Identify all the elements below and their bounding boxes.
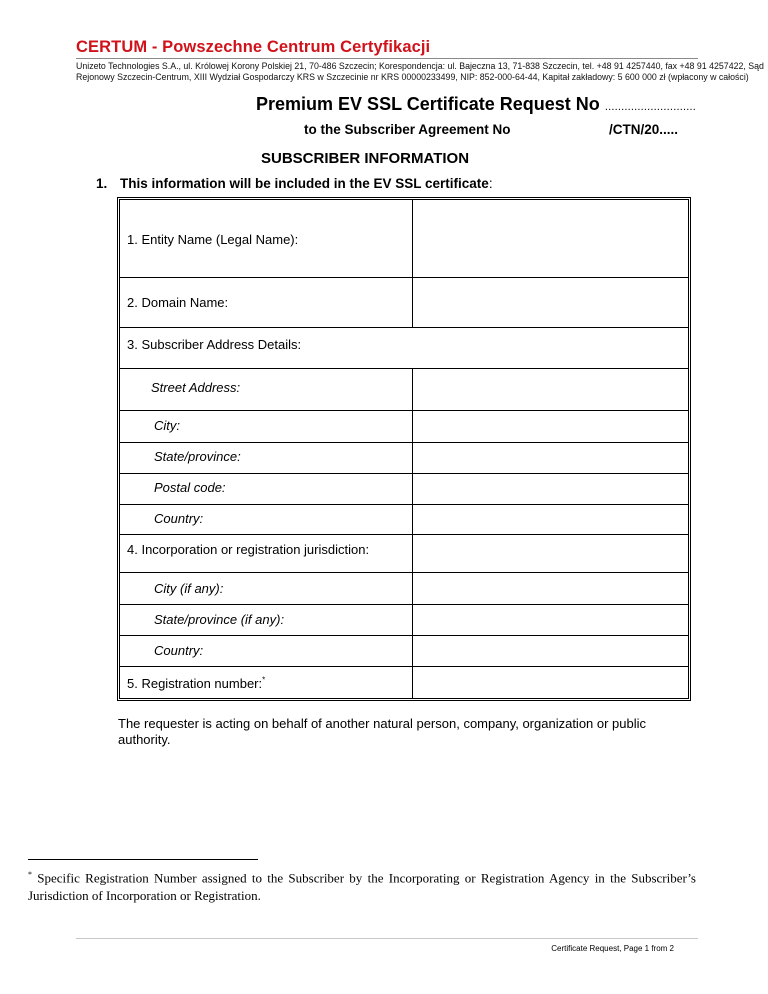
jurisdiction-label: 4. Incorporation or registration jurisdiction: [127, 542, 370, 557]
company-address-line-2: Rejonowy Szczecin-Centrum, XIII Wydział Gospodarczy KRS w Szczecinie nr KRS 00000233499, NIP: 852-000-64-44, Kapitał zakładowy: 5 600 000 zł (wpłacony w całości) [76, 72, 749, 82]
postal-code-input[interactable] [413, 474, 688, 504]
jurisdiction-country-input[interactable] [413, 636, 688, 666]
jurisdiction-input[interactable] [413, 535, 688, 572]
item-colon: : [488, 176, 493, 191]
jurisdiction-state-input[interactable] [413, 605, 688, 635]
registration-number-input[interactable] [413, 667, 688, 698]
footnote-mark: * [28, 870, 32, 879]
jurisdiction-state-label: State/province (if any): [154, 612, 285, 627]
row-divider [120, 327, 688, 328]
entity-name-input[interactable] [413, 200, 688, 277]
agreement-label: to the Subscriber Agreement No [304, 122, 511, 137]
request-number-field: ............................ [604, 101, 696, 113]
registration-number-text: 5. Registration number: [127, 676, 263, 691]
company-address-line-1: Unizeto Technologies S.A., ul. Królowej Korony Polskiej 21, 70-486 Szczecin; Korespondencja: ul. Bajeczna 13, 71-838 Szczecin, tel. +48 91 4257440, fax +48 91 4257422, Sąd [76, 61, 764, 71]
document-title [256, 94, 696, 115]
entity-name-label: 1. Entity Name (Legal Name): [127, 232, 299, 247]
country-input[interactable] [413, 505, 688, 534]
subscriber-info-table [117, 197, 691, 701]
requester-note: The requester is acting on behalf of another natural person, company, organization or public authority. [118, 716, 647, 747]
jurisdiction-country-label: Country: [154, 643, 204, 658]
footer-divider [76, 938, 698, 939]
item-number: 1. [96, 176, 108, 191]
street-address-label: Street Address: [151, 380, 241, 395]
city-label: City: [154, 418, 180, 433]
domain-name-input[interactable] [413, 278, 688, 327]
city-input[interactable] [413, 411, 688, 442]
footnote-divider [28, 859, 258, 860]
company-brand: CERTUM - Powszechne Centrum Certyfikacji [76, 38, 431, 56]
document-title-text: Premium EV SSL Certificate Request No [256, 94, 600, 114]
footnote-reference: * [262, 675, 266, 685]
country-label: Country: [154, 511, 204, 526]
domain-name-label: 2. Domain Name: [127, 295, 229, 310]
header-divider [76, 58, 698, 59]
jurisdiction-city-input[interactable] [413, 573, 688, 604]
street-address-input[interactable] [413, 369, 688, 410]
page-label: Certificate Request, Page 1 from 2 [551, 944, 674, 953]
item-text-bold: This information will be included in the EV SSL certificate [120, 176, 489, 191]
footnote-text: Specific Registration Number assigned to the Subscriber by the Incorporating or Registration Agency in the Subscriber’s Jurisdiction of Incorporation or Registration. [28, 870, 696, 904]
state-label: State/province: [154, 449, 241, 464]
state-input[interactable] [413, 443, 688, 473]
agreement-number-field: /CTN/20..... [609, 122, 679, 137]
postal-code-label: Postal code: [154, 480, 226, 495]
jurisdiction-city-label: City (if any): [154, 581, 224, 596]
address-details-label: 3. Subscriber Address Details: [127, 337, 302, 352]
registration-number-label [127, 676, 265, 691]
section-title: SUBSCRIBER INFORMATION [261, 150, 470, 167]
footnote [28, 866, 696, 905]
item-text [120, 176, 493, 191]
